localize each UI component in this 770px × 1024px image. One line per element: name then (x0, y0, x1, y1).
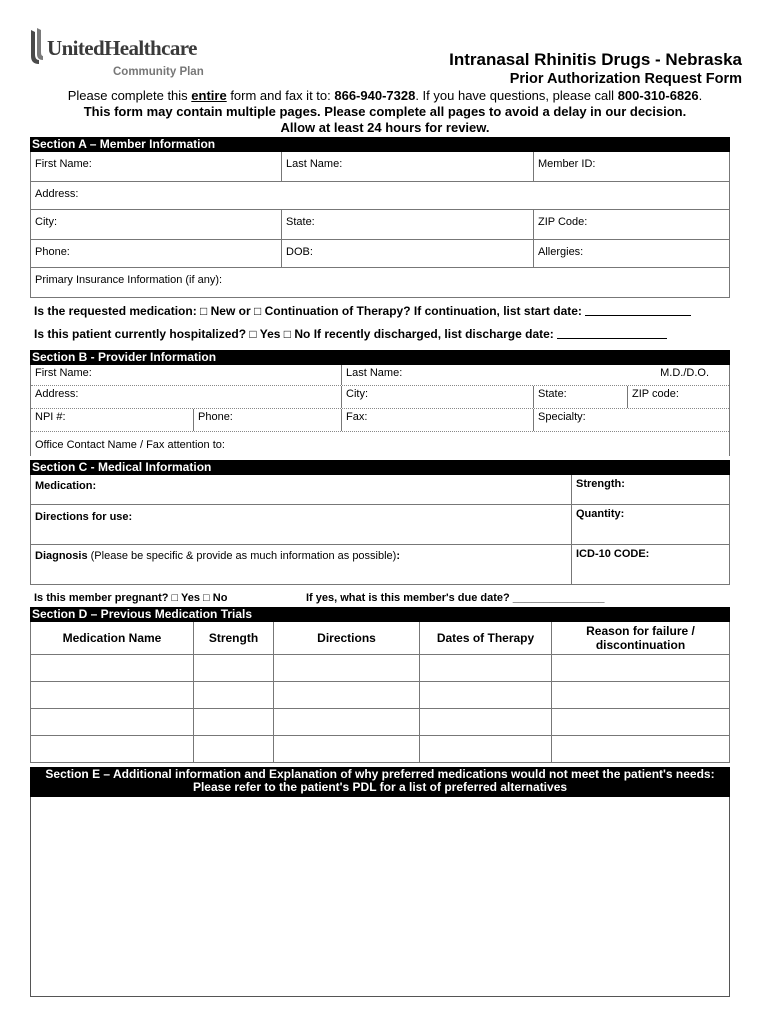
medication-status-question: Is the requested medication: □ New or □ Continuation of Therapy? If continuation, list start date: (34, 304, 691, 318)
hospitalized-no-checkbox[interactable]: □ (283, 327, 292, 341)
due-date-question[interactable]: If yes, what is this member's due date? _______________ (306, 592, 605, 604)
diagnosis-field[interactable]: Diagnosis (Please be specific & provide as much information as possible): (35, 550, 401, 562)
col-strength: Strength (193, 622, 273, 654)
provider-city-field[interactable]: City: (341, 386, 533, 408)
provider-npi-field[interactable]: NPI #: (35, 411, 66, 423)
primary-insurance-field[interactable]: Primary Insurance Information (if any): (35, 274, 223, 286)
directions-field[interactable]: Directions for use: (35, 511, 133, 523)
start-date-field[interactable] (585, 305, 691, 316)
member-zip-field[interactable]: ZIP Code: (533, 210, 729, 239)
section-a-grid (30, 152, 730, 298)
discharge-date-field[interactable] (557, 328, 667, 339)
section-b-grid (30, 365, 730, 456)
fax-number: 866-940-7328 (334, 88, 416, 103)
intro-line-3: Allow at least 24 hours for review. (280, 120, 490, 135)
previous-medication-table (30, 622, 730, 763)
icd-10-code-field[interactable]: ICD-10 CODE: (571, 545, 729, 584)
member-phone-field[interactable]: Phone: (35, 246, 70, 258)
table-row[interactable] (31, 682, 729, 709)
form-title: Intranasal Rhinitis Drugs - Nebraska (449, 50, 742, 69)
additional-information-field[interactable] (30, 797, 730, 997)
member-city-field[interactable]: City: (35, 216, 57, 228)
provider-zip-field[interactable]: ZIP code: (627, 386, 729, 408)
hospitalized-question: Is this patient currently hospitalized? □ Yes □ No If recently discharged, list discharge date: (34, 327, 667, 341)
col-directions: Directions (273, 622, 419, 654)
section-a-header: Section A – Member Information (30, 137, 730, 152)
table-row[interactable] (31, 655, 729, 682)
section-d-header: Section D – Previous Medication Trials (30, 607, 730, 622)
office-contact-field[interactable]: Office Contact Name / Fax attention to: (35, 439, 225, 451)
intro-line-2: This form may contain multiple pages. Please complete all pages to avoid a delay in our decision. (83, 104, 687, 119)
quantity-field[interactable]: Quantity: (571, 505, 729, 544)
hospitalized-yes-checkbox[interactable]: □ (249, 327, 257, 341)
provider-phone-field[interactable]: Phone: (193, 409, 341, 431)
medication-field[interactable]: Medication: (35, 480, 97, 492)
logo-subtitle: Community Plan (113, 66, 204, 78)
new-checkbox[interactable]: □ (200, 304, 208, 318)
member-allergies-field[interactable]: Allergies: (533, 240, 729, 267)
provider-state-field[interactable]: State: (533, 386, 627, 408)
intro-line-1: Please complete this entire form and fax it to: 866-940-7328. If you have questions, please call 800-310-6826. (67, 88, 703, 103)
member-last-name-field[interactable]: Last Name: (281, 152, 533, 181)
pregnant-question[interactable]: Is this member pregnant? □ Yes □ No (34, 592, 228, 604)
member-state-field[interactable]: State: (281, 210, 533, 239)
logo-name: UnitedHealthcare (47, 36, 197, 60)
col-reason-for-failure: Reason for failure / discontinuation (551, 622, 729, 654)
phone-number: 800-310-6826 (617, 88, 699, 103)
logo-mark-icon (27, 26, 47, 66)
member-dob-field[interactable]: DOB: (281, 240, 533, 267)
section-c-header: Section C - Medical Information (30, 460, 730, 475)
strength-field[interactable]: Strength: (571, 475, 729, 504)
form-subtitle: Prior Authorization Request Form (509, 71, 742, 87)
provider-specialty-field[interactable]: Specialty: (533, 409, 729, 431)
section-b-header: Section B - Provider Information (30, 350, 730, 365)
col-dates-of-therapy: Dates of Therapy (419, 622, 551, 654)
section-e-note: Please refer to the patient's PDL for a list of preferred alternatives (192, 780, 568, 794)
member-id-field[interactable]: Member ID: (533, 152, 729, 181)
provider-fax-field[interactable]: Fax: (341, 409, 533, 431)
united-healthcare-logo (27, 26, 227, 82)
provider-first-name-field[interactable]: First Name: (35, 367, 92, 379)
table-header-row (31, 622, 729, 655)
provider-last-name-field[interactable]: Last Name: (341, 365, 631, 385)
table-row[interactable] (31, 736, 729, 763)
col-medication-name: Medication Name (62, 631, 162, 645)
section-e-header (30, 767, 730, 797)
member-address-field[interactable]: Address: (35, 188, 79, 200)
md-do-label: M.D./D.O. (660, 367, 709, 379)
continuation-checkbox[interactable]: □ (253, 304, 262, 318)
section-c-grid (30, 475, 730, 585)
member-first-name-field[interactable]: First Name: (35, 158, 92, 170)
section-e-title: Section E – Additional information and Explanation of why preferred medications would not meet the patient's needs: (45, 767, 715, 781)
provider-address-field[interactable]: Address: (35, 388, 79, 400)
table-row[interactable] (31, 709, 729, 736)
